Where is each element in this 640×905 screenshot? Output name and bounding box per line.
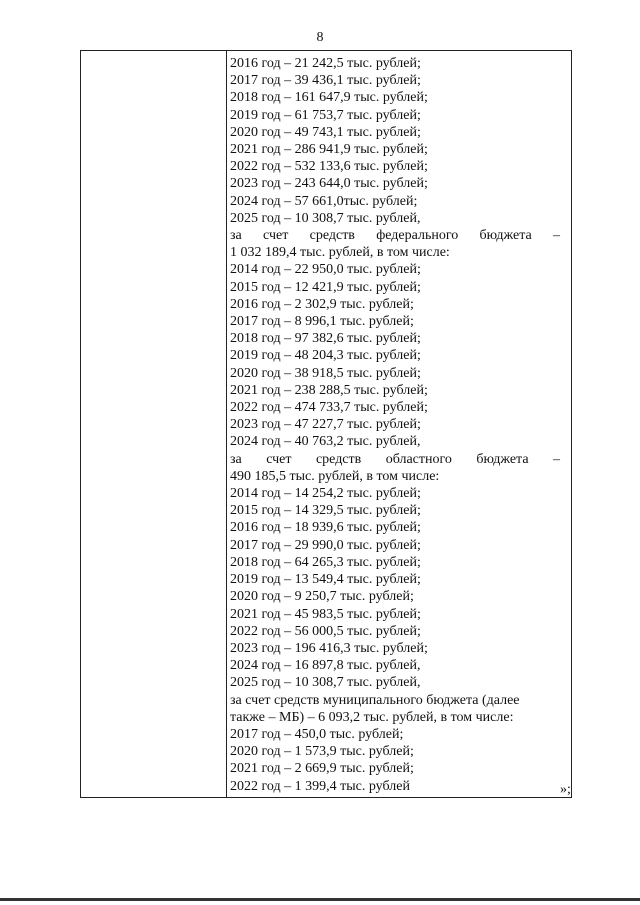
funding-line: 2021 год – 238 288,5 тыс. рублей; [230,382,428,398]
funding-line: 2018 год – 64 265,3 тыс. рублей; [230,554,421,570]
funding-line: 2016 год – 2 302,9 тыс. рублей; [230,296,414,312]
bottom-border-line [0,898,640,901]
funding-line: 2016 год – 21 242,5 тыс. рублей; [230,56,421,71]
municipal-heading: за счет средств муниципального бюджета (далее [230,692,520,708]
funding-line: 2021 год – 45 983,5 тыс. рублей; [230,606,421,622]
funding-line: 2014 год – 22 950,0 тыс. рублей; [230,262,421,278]
funding-line: 2020 год – 49 743,1 тыс. рублей; [230,124,421,140]
table-column-divider [226,50,227,798]
funding-line: 2020 год – 38 918,5 тыс. рублей; [230,365,421,381]
funding-line: 2016 год – 18 939,6 тыс. рублей; [230,520,421,536]
federal-total: 1 032 189,4 тыс. рублей, в том числе: [230,245,450,261]
funding-lines-total [230,55,560,227]
funding-line: 2018 год – 97 382,6 тыс. рублей; [230,331,421,347]
funding-line: 2017 год – 39 436,1 тыс. рублей; [230,73,421,89]
funding-line: 2015 год – 14 329,5 тыс. рублей; [230,503,421,519]
funding-line: 2021 год – 286 941,9 тыс. рублей; [230,142,428,158]
funding-lines-federal [230,261,560,450]
funding-line: 2022 год – 532 133,6 тыс. рублей; [230,159,428,175]
funding-line: 2020 год – 1 573,9 тыс. рублей; [230,744,414,760]
page-number: 8 [316,30,324,45]
funding-line: 2017 год – 450,0 тыс. рублей; [230,726,404,742]
funding-line: 2024 год – 16 897,8 тыс. рублей, [230,658,421,674]
funding-line: 2020 год – 9 250,7 тыс. рублей; [230,589,414,605]
closing-quote: »; [560,782,571,797]
funding-line: 2023 год – 196 416,3 тыс. рублей; [230,640,428,656]
funding-text-cell [230,55,560,795]
funding-line: 2019 год – 48 204,3 тыс. рублей; [230,348,421,364]
funding-line: 2025 год – 10 308,7 тыс. рублей, [230,210,421,226]
funding-line: 2014 год – 14 254,2 тыс. рублей; [230,486,421,502]
funding-lines-regional [230,485,560,691]
funding-line: 2018 год – 161 647,9 тыс. рублей; [230,90,428,106]
federal-heading: за счет средств федерального бюджета – [230,228,560,244]
funding-line: 2017 год – 29 990,0 тыс. рублей; [230,537,421,553]
funding-line: 2022 год – 1 399,4 тыс. рублей [230,778,410,794]
funding-line: 2024 год – 57 661,0тыс. рублей; [230,193,418,209]
funding-line: 2023 год – 243 644,0 тыс. рублей; [230,176,428,192]
funding-line: 2019 год – 13 549,4 тыс. рублей; [230,572,421,588]
regional-heading: за счет средств областного бюджета – [230,451,560,467]
funding-line: 2023 год – 47 227,7 тыс. рублей; [230,417,421,433]
funding-line: 2022 год – 56 000,5 тыс. рублей; [230,623,421,639]
funding-line: 2021 год – 2 669,9 тыс. рублей; [230,761,414,777]
funding-line: 2022 год – 474 733,7 тыс. рублей; [230,400,428,416]
regional-total: 490 185,5 тыс. рублей, в том числе: [230,468,440,484]
funding-lines-municipal [230,726,560,795]
funding-line: 2019 год – 61 753,7 тыс. рублей; [230,107,421,123]
funding-line: 2017 год – 8 996,1 тыс. рублей; [230,314,414,330]
municipal-total: также – МБ) – 6 093,2 тыс. рублей, в том числе: [230,709,514,725]
funding-line: 2015 год – 12 421,9 тыс. рублей; [230,279,421,295]
funding-line: 2024 год – 40 763,2 тыс. рублей, [230,434,421,450]
funding-line: 2025 год – 10 308,7 тыс. рублей, [230,675,421,691]
